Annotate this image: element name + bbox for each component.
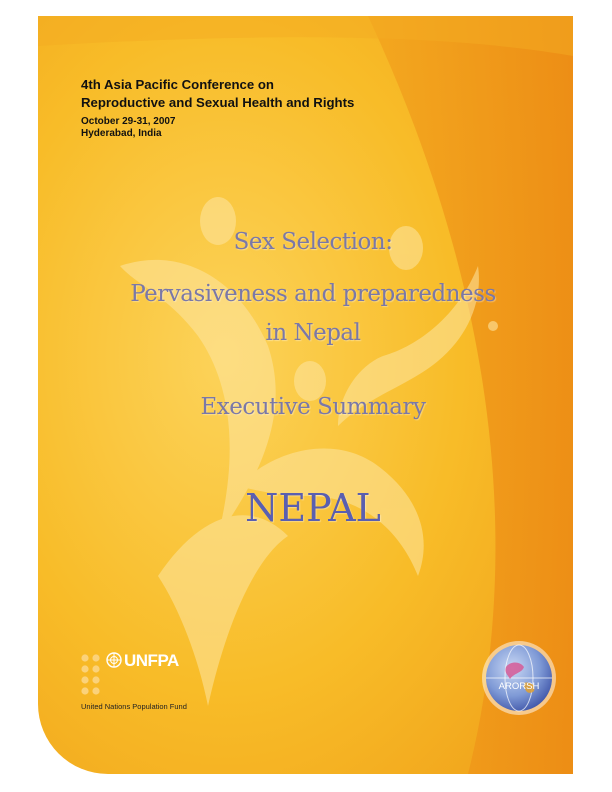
arrorsh-logo-text: ARORSH [498, 681, 540, 692]
arrorsh-globe-logo [480, 639, 558, 717]
conference-date: October 29-31, 2007 [81, 116, 176, 127]
unfpa-dots-icon [80, 654, 106, 704]
unfpa-full-name: United Nations Population Fund [81, 702, 187, 711]
conference-line-2: Reproductive and Sexual Health and Rights [81, 95, 355, 110]
report-cover [38, 16, 573, 774]
country-name: NEPAL [245, 486, 381, 530]
report-title-line-1: Sex Selection: [233, 229, 393, 255]
conference-name [81, 76, 411, 93]
un-emblem-icon [106, 652, 122, 668]
report-title-line-2: Pervasiveness and preparedness [130, 281, 496, 307]
report-subtitle: Executive Summary [200, 394, 426, 420]
conference-line-1: 4th Asia Pacific Conference on [81, 77, 274, 92]
unfpa-logo-text: UNFPA [124, 651, 179, 670]
conference-place: Hyderabad, India [81, 128, 162, 139]
report-title-line-3: in Nepal [265, 320, 361, 346]
